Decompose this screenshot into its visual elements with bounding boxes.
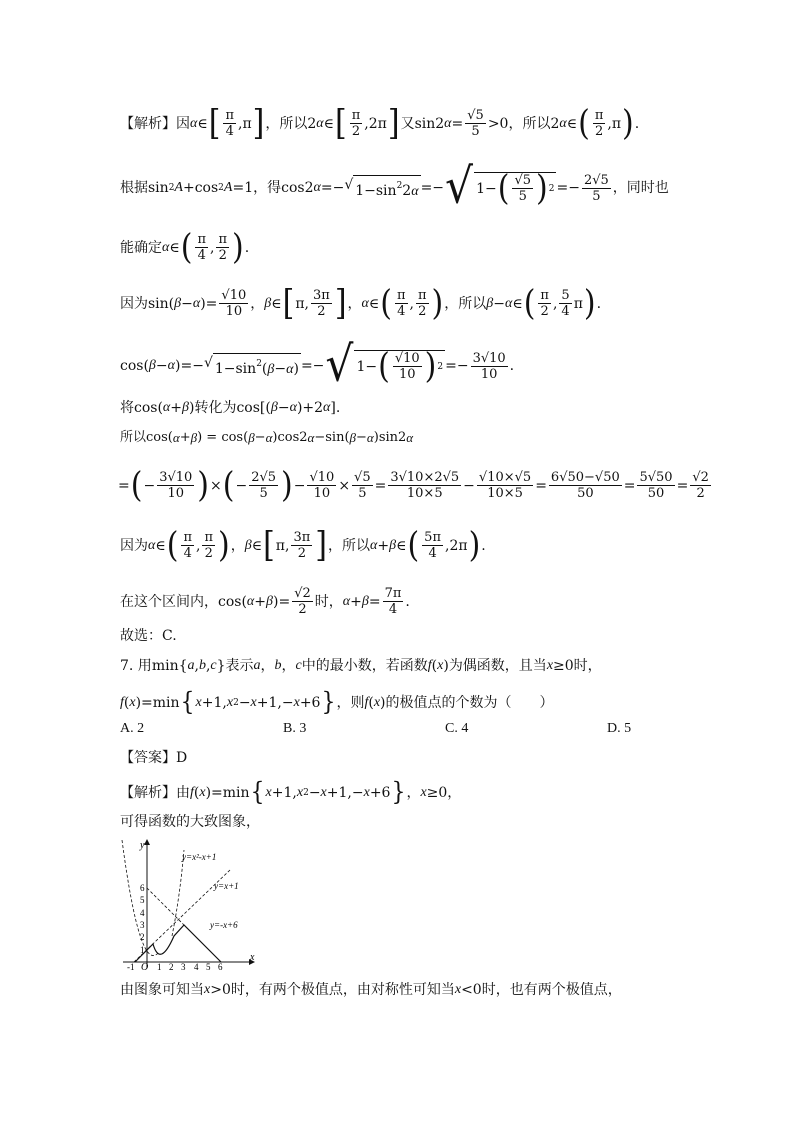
y-tick: 4	[140, 908, 145, 918]
text: 能确定	[120, 239, 162, 256]
line-2: 根据 sin 2 A +cos 2 A =1 ，得 cos2 α =− √ $1-\sin^22\alpha$ =− √ 1− ( $\frac{√5}{5}$ ) 2 =− $\frac{2√5}{5}$ ，同时也	[120, 158, 669, 215]
text: 因为	[120, 537, 148, 554]
x-tick: 3	[181, 962, 186, 970]
text: 为偶函数，且当	[448, 658, 547, 674]
text: ，	[260, 658, 275, 674]
line-10: 在这个区间内， cos( α + β )= $\frac{√2}{2}$ 时， α + β = $\frac{7\pi}{4}$ .	[120, 586, 410, 617]
text: ，	[230, 537, 245, 554]
line-9: 因为 α ∈ ( $\frac{\pi}{4}$ , $\frac{\pi}{2}$ ) ， β ∈ [ π, $\frac{3\pi}{2}$ ] ，所以 α + β ∈ ( $\frac{5\pi}{4}$ ,2π ) .	[120, 524, 486, 566]
line-1: 【解析】因 α ∈ [ $\frac{\pi}{4}$ ,π ] ，所以 2 α ∈ [ $\frac{\pi}{2}$ ,2π ] 又 sin2 α = $\frac{√5}{5}$ >0 ，所以 2 α ∈ ( $\frac{\pi}{2}$ ,π ) .	[120, 102, 640, 144]
text: ，所以	[444, 295, 487, 312]
option-a: A. 2	[120, 721, 145, 736]
y-tick: 1	[140, 945, 145, 955]
text: 又	[400, 115, 415, 132]
parabola-dashed	[122, 840, 184, 956]
text: 在这个区间内，	[120, 593, 218, 610]
min-function-curve	[147, 925, 221, 962]
analysis-line: 【解析】由 f ( x )=min { x +1, x 2 − x +1,− x +6 } ， x ≥0，	[120, 778, 462, 807]
function-graph	[118, 836, 268, 970]
x-tick: 4	[194, 962, 199, 970]
curve-label-minus-x-plus-6: y=-x+6	[210, 920, 238, 930]
question-7-formula: f ( x )=min { x +1, x 2 − x +1,− x +6 } ，则 f ( x ) 的极值点的个数为（ ）	[120, 688, 554, 717]
y-tick: 6	[140, 883, 145, 893]
text: 【解析】因	[120, 115, 190, 132]
question-7: 7. 用 min{ a , b , c } 表示 a ， b ， c 中的最小数，若函数 f ( x ) 为偶函数，且当 x ≥0 时，	[120, 658, 602, 674]
curve-label-x-plus-1: y=x+1	[214, 881, 239, 891]
text: 将	[120, 400, 134, 416]
text: ，则	[336, 695, 365, 711]
graph-intro: 可得函数的大致图象，	[120, 814, 260, 830]
x-axis-label: x	[250, 952, 255, 963]
text: 时，有两个极值点，由对称性可知当	[230, 982, 455, 998]
x-tick: 5	[206, 962, 211, 970]
y-tick: 5	[140, 895, 145, 905]
y-tick: 3	[140, 920, 145, 930]
text: ，	[281, 658, 296, 674]
text: 的极值点的个数为（ ）	[385, 695, 554, 711]
text: ，所以	[508, 115, 551, 132]
text: 7. 用	[120, 658, 152, 674]
text: 转化为	[194, 400, 237, 416]
x-tick: 1	[157, 962, 162, 970]
text: 中的最小数，若函数	[301, 658, 428, 674]
text: ，所以	[328, 537, 370, 554]
text: 时，	[573, 658, 602, 674]
option-d: D. 5	[607, 721, 632, 736]
text: 由图象可知当	[120, 982, 204, 998]
line-7: 所以 cos( α + β ) = cos( β − α )cos2 α −sin( β − α )sin2 α	[120, 428, 413, 448]
text: 时，也有两个极值点，	[481, 982, 622, 998]
option-b: B. 3	[283, 721, 307, 736]
y-tick: 2	[140, 932, 145, 942]
text: ，所以	[265, 115, 308, 132]
y-axis-label: y	[140, 840, 145, 851]
text: 因为	[120, 295, 148, 312]
origin-label: O	[141, 962, 149, 970]
text: 【解析】由	[120, 785, 190, 801]
curve-label-parabola: y=x²-x+1	[182, 852, 217, 862]
answer: 【答案】D	[120, 750, 188, 766]
text: ，得	[253, 180, 282, 196]
text: ，同时也	[612, 180, 669, 196]
text: ，	[347, 295, 362, 312]
answer-choice: 故选：C.	[120, 628, 177, 644]
x-tick: -1	[127, 962, 135, 970]
x-tick: 2	[169, 962, 174, 970]
text: 所以	[120, 430, 147, 445]
x-tick: 6	[218, 962, 223, 970]
conclusion-line: 由图象可知当 x >0 时，有两个极值点，由对称性可知当 x <0 时，也有两个极值点，	[120, 982, 622, 998]
line-6: 将 cos( α + β ) 转化为 cos[( β − α )+2 α ].	[120, 400, 341, 416]
line-8: = ( − $\frac{3√10}{10}$ ) × ( − $\frac{2√5}{5}$ ) − $\frac{√10}{10}$ × $\frac{√5}{5}$ = $\frac{3√10\times 2√5}{10\times 5}$ − $\frac{√10\times√5}{10\times 5}$ = $\frac{6√50-√50}{50}$ = $\frac{5√50}{50}$ = $\frac{√2}{2}$	[118, 464, 709, 506]
text: 时，	[314, 593, 343, 610]
line-5: cos( β − α )=− √ $1-\sin^2(\beta-\alpha)$ =− √ 1− ( $\frac{√10}{10}$ ) 2 =− $\frac{3√10}{10}$ .	[120, 336, 515, 393]
text: 根据	[120, 180, 148, 196]
option-c: C. 4	[445, 721, 469, 736]
text: ，	[250, 295, 265, 312]
text: ，	[406, 785, 421, 801]
line-3: 能确定 α ∈ ( $\frac{\pi}{4}$ , $\frac{\pi}{2}$ ) .	[120, 226, 250, 268]
line-4: 因为 sin( β − α )= $\frac{√10}{10}$ ， β ∈ [ π, $\frac{3\pi}{2}$ ] ， α ∈ ( $\frac{\pi}{4}$ , $\frac{\pi}{2}$ ) ，所以 β − α ∈ ( $\frac{\pi}{2}$ , $\frac{5}{4}$ π ) .	[120, 282, 602, 324]
text: 表示	[225, 658, 254, 674]
